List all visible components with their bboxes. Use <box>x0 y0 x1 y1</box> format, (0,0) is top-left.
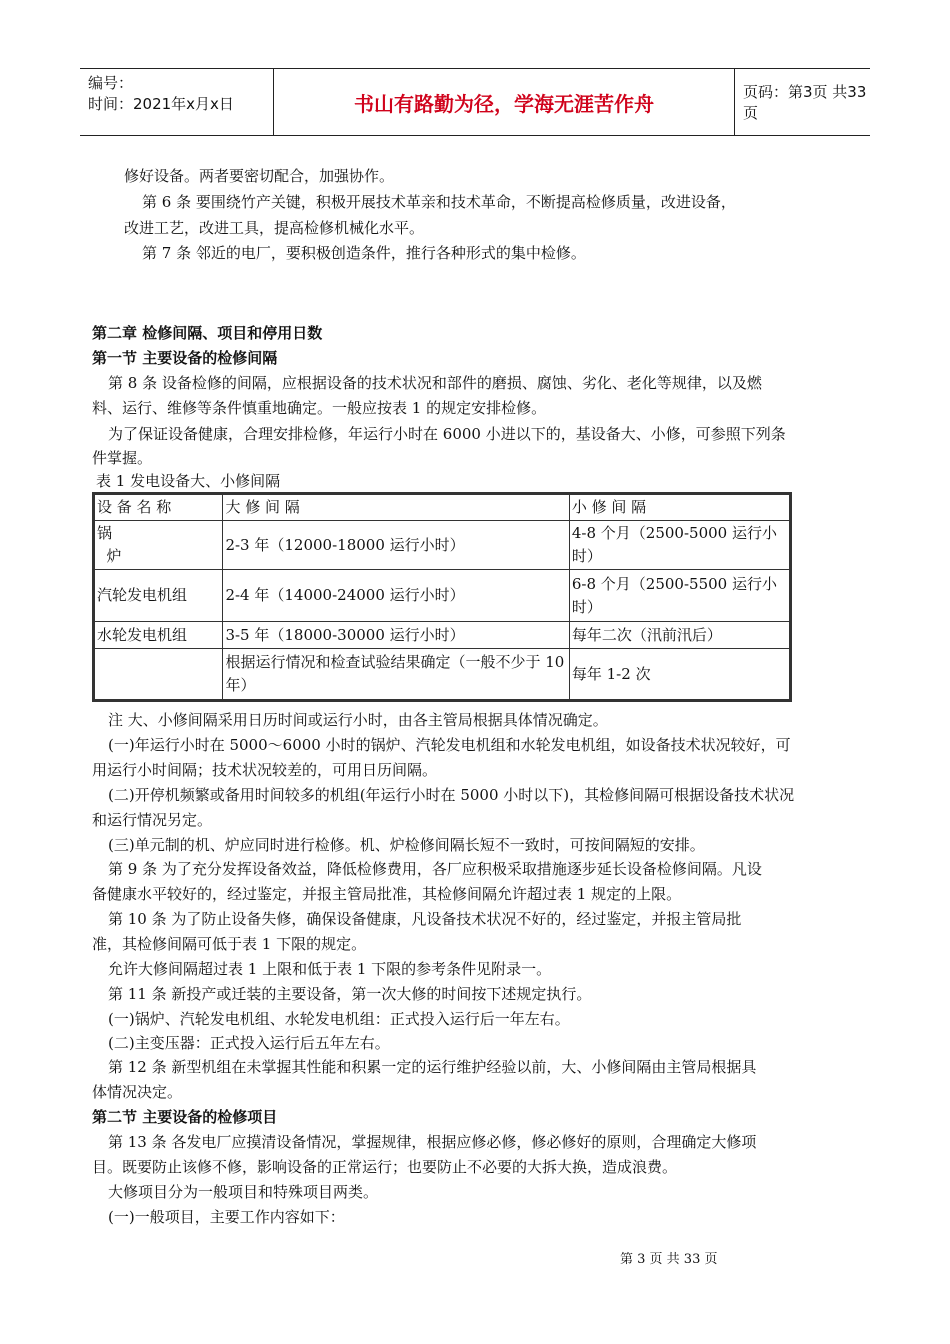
section-2-title: 第二节 主要设备的检修项目 <box>92 1108 278 1126</box>
article-12-line1: 第 12 条 新型机组在未掌握其性能和积累一定的运行维护经验以前，大、小修间隔由主管局根据具 <box>108 1058 757 1076</box>
article-12-line2: 体情况决定。 <box>92 1083 183 1101</box>
table-note: 注 大、小修间隔采用日历时间或运行小时，由各主管局根据具体情况确定。 <box>108 711 608 729</box>
note-1-line1: (一)年运行小时在 5000～6000 小时的锅炉、汽轮发电机组和水轮发电机组，如设备技术状况较好，可 <box>108 736 791 754</box>
note-3: (三)单元制的机、炉应同时进行检修。机、炉检修间隔长短不一致时，可按间隔短的安排。 <box>108 836 705 854</box>
doc-date: 时间：2021年x月x日 <box>88 95 234 113</box>
note-2-line2: 和运行情况另定。 <box>92 811 213 829</box>
header-page-info: 页码：第3页 共33页 <box>743 83 867 122</box>
article-11-item-2: (二)主变压器：正式投入运行后五年左右。 <box>108 1034 390 1052</box>
table-row <box>94 521 791 570</box>
article-6-line2: 改进工艺，改进工具，提高检修机械化水平。 <box>124 219 425 237</box>
article-6-line1: 第 6 条 要围绕竹产关键，积极开展技术革亲和技术革命，不断提高检修质量，改进设备， <box>142 193 736 211</box>
section-1-title: 第一节 主要设备的检修间隔 <box>92 349 278 367</box>
article-11-item-1: (一)锅炉、汽轮发电机组、水轮发电机组：正式投入运行后一年左右。 <box>108 1010 570 1028</box>
cell-minor: 每年二次（汛前汛后） <box>569 622 790 649</box>
cell-major: 3-5 年（18000-30000 运行小时） <box>223 622 569 649</box>
cell-major: 2-3 年（12000-18000 运行小时） <box>223 521 569 570</box>
page-footer: 第 3 页 共 33 页 <box>620 1252 718 1267</box>
paragraph-line1: 为了保证设备健康，合理安排检修，年运行小时在 6000 小进以下的，基设备大、小修，可参照下列条 <box>108 425 786 443</box>
header-equipment: 设 备 名 称 <box>94 494 223 521</box>
cell-equipment: 锅 炉 <box>94 521 223 570</box>
chapter-title: 第二章 检修间隔、项目和停用日数 <box>92 324 323 342</box>
cell-major: 根据运行情况和检查试验结果确定（一般不少于 10 年） <box>223 649 569 701</box>
header-meta <box>80 69 274 135</box>
table-row <box>94 570 791 622</box>
maintenance-interval-table <box>92 492 792 702</box>
article-8-line1: 第 8 条 设备检修的间隔，应根据设备的技术状况和部件的磨损、腐蚀、劣化、老化等规律，以及燃 <box>108 374 762 392</box>
article-9-line1: 第 9 条 为了充分发挥设备效益，降低检修费用，各厂应积极采取措施逐步延长设备检修间隔。凡设 <box>108 860 762 878</box>
table-header-row <box>94 494 791 521</box>
table-title: 表 1 发电设备大、小修间隔 <box>96 472 281 490</box>
repair-items-intro: 大修项目分为一般项目和特殊项目两类。 <box>108 1183 379 1201</box>
article-11: 第 11 条 新投产或迁装的主要设备，第一次大修的时间按下述规定执行。 <box>108 985 592 1003</box>
table-row <box>94 649 791 701</box>
paragraph-line2: 件掌握。 <box>92 449 153 467</box>
doc-number-label: 编号： <box>88 74 134 92</box>
article-10-line2: 准，其检修间隔可低于表 1 下限的规定。 <box>92 935 367 953</box>
cell-major: 2-4 年（14000-24000 运行小时） <box>223 570 569 622</box>
table-row <box>94 622 791 649</box>
page-header <box>80 68 870 136</box>
cell-minor: 6-8 个月（2500-5500 运行小时） <box>569 570 790 622</box>
intro-line: 修好设备。两者要密切配合，加强协作。 <box>124 167 395 185</box>
header-major-interval: 大 修 间 隔 <box>223 494 569 521</box>
article-8-line2: 料、运行、维修等条件慎重地确定。一般应按表 1 的规定安排检修。 <box>92 399 547 417</box>
article-7: 第 7 条 邻近的电厂，要积极创造条件，推行各种形式的集中检修。 <box>142 244 586 262</box>
cell-minor: 4-8 个月（2500-5000 运行小时） <box>569 521 790 570</box>
appendix-reference: 允许大修间隔超过表 1 上限和低于表 1 下限的参考条件见附录一。 <box>108 960 552 978</box>
note-1-line2: 用运行小时间隔；技术状况较差的，可用日历间隔。 <box>92 761 438 779</box>
general-items-heading: (一)一般项目，主要工作内容如下： <box>108 1208 345 1226</box>
header-minor-interval: 小 修 间 隔 <box>569 494 790 521</box>
article-13-line1: 第 13 条 各发电厂应摸清设备情况，掌握规律，根据应修必修，修必修好的原则，合理确定大修项 <box>108 1133 757 1151</box>
cell-equipment: 汽轮发电机组 <box>94 570 223 622</box>
note-2-line1: (二)开停机频繁或备用时间较多的机组(年运行小时在 5000 小时以下)，其检修间隔可根据设备技术状况 <box>108 786 795 804</box>
cell-minor: 每年 1-2 次 <box>569 649 790 701</box>
article-9-line2: 备健康水平较好的，经过鉴定，并报主管局批准，其检修间隔允许超过表 1 规定的上限。 <box>92 885 682 903</box>
cell-equipment: 水轮发电机组 <box>94 622 223 649</box>
article-13-line2: 目。既要防止该修不修，影响设备的正常运行；也要防止不必要的大拆大换，造成浪费。 <box>92 1158 678 1176</box>
cell-equipment <box>94 649 223 701</box>
article-10-line1: 第 10 条 为了防止设备失修，确保设备健康，凡设备技术状况不好的，经过鉴定，并报主管局批 <box>108 910 742 928</box>
header-motto: 书山有路勤为径，学海无涯苦作舟 <box>274 69 735 135</box>
